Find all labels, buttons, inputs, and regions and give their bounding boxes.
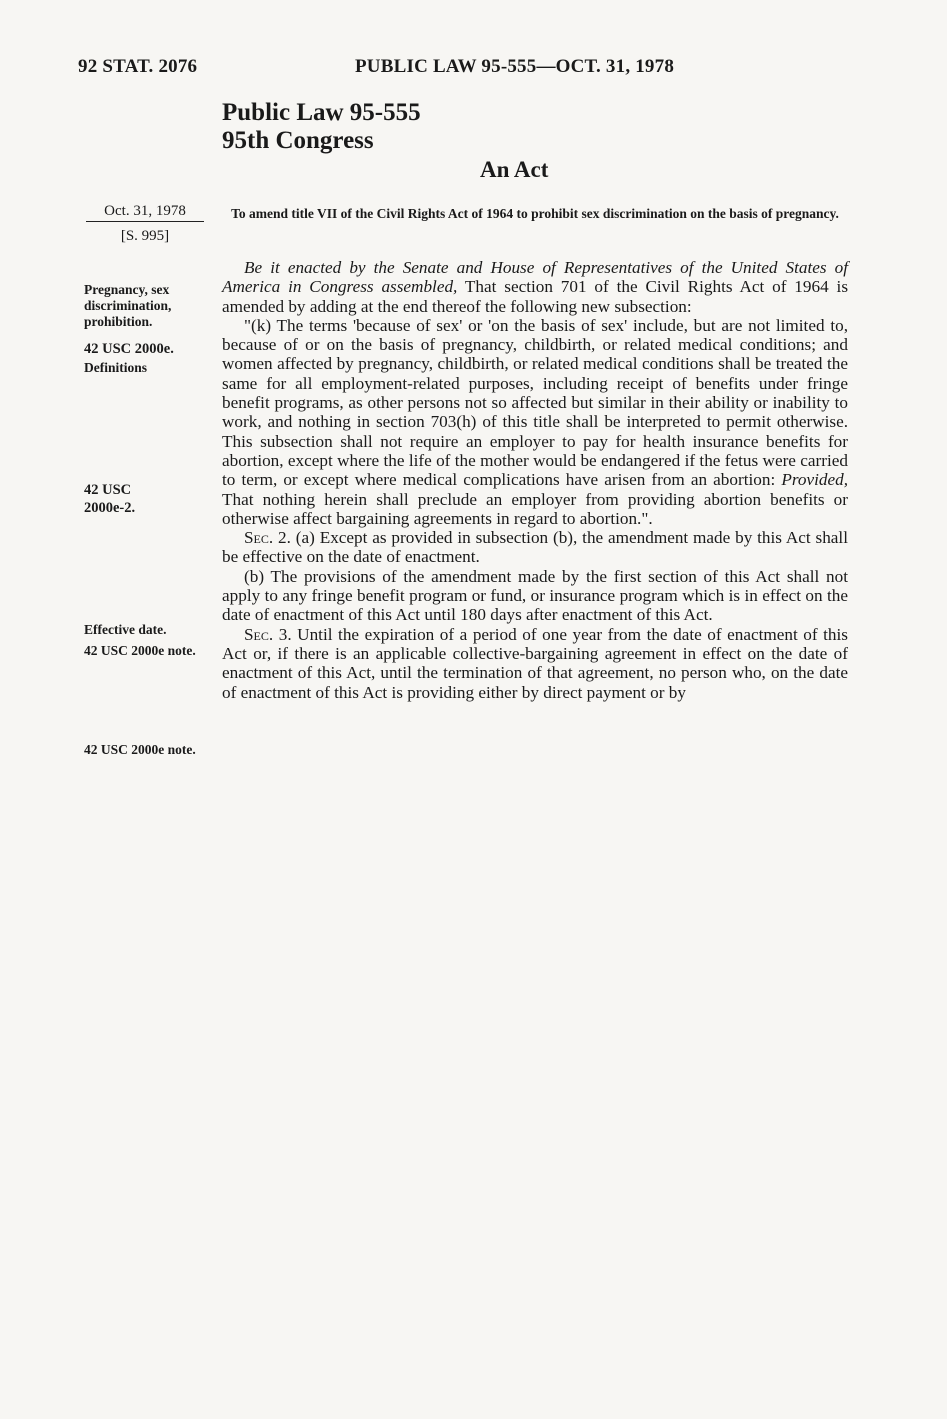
section-2b: (b) The provisions of the amendment made by the first section of this Act shall not apply to any fringe benefit program or fund, or insurance program which is in effect on the date of enactment of this Act until 180 days after enactment of this Act. — [222, 566, 848, 625]
margin-note-usc-2000e: 42 USC 2000e. — [84, 341, 174, 357]
margin-note-usc-2000e-2: 42 USC 2000e-2. — [84, 482, 136, 516]
enacting-clause-italic: Be it enacted by the Senate and House of Representatives of the United States of America in Congress assembled, — [222, 258, 848, 297]
section-2-label: Sec. 2. — [244, 528, 291, 548]
section-3 — [222, 625, 848, 702]
subsection-k-part2: That nothing herein shall preclude an employer from providing abortion benefits or otherwise affect bargaining agreements in regard to abortion.". — [222, 489, 848, 528]
subsection-k-part1: "(k) The terms 'because of sex' or 'on the basis of sex' include, but are not limited to, because of or on the basis of pregnancy, childbirth, or related medical conditions; and women affected by pregnancy, childbirth, or related medical conditions shall be treated the same for all employment-related purposes, including receipt of benefits under fringe benefit programs, as other persons not so affected but similar in their ability or inability to work, and nothing in section 703(h) of this title shall be interpreted to permit otherwise. This subsection shall not require an employer to pay for health insurance benefits for abortion, except where the life of the mother would be endangered if the fetus were carried to term, or except where medical complications have arisen from an abortion: — [222, 315, 848, 490]
stat-citation: 92 STAT. 2076 — [78, 56, 198, 77]
section-3-label: Sec. 3. — [244, 624, 292, 644]
margin-bill-number: [S. 995] — [120, 228, 170, 244]
enacting-clause — [222, 258, 848, 316]
congress-label: 95th Congress — [222, 127, 374, 154]
margin-note-usc-2000e-note-1: 42 USC 2000e note. — [84, 643, 196, 658]
section-3-text: Until the expiration of a period of one year from the date of enactment of this Act or, if there is an applicable collective-bargaining agreement in effect on the date of enactment of this Act, until the termination of that agreement, no person who, on the date of enactment of this Act is providing either by direct payment or by — [222, 624, 848, 702]
margin-note-effective-date: Effective date. — [84, 622, 167, 637]
provided-proviso: Provided, — [781, 470, 848, 490]
margin-note-pregnancy: Pregnancy, sex discrimination, prohibition. — [84, 282, 172, 329]
subsection-k — [222, 316, 848, 528]
statute-body — [222, 258, 848, 702]
margin-note-usc-2000e-note-2: 42 USC 2000e note. — [84, 742, 196, 757]
public-law-number: Public Law 95-555 — [222, 99, 421, 126]
section-2a-text: (a) Except as provided in subsection (b), the amendment made by this Act shall be effective on the date of enactment. — [222, 528, 848, 567]
enacting-clause-rest: That section 701 of the Civil Rights Act of 1964 is amended by adding at the end thereof the following new subsection: — [222, 277, 849, 316]
act-purpose: To amend title VII of the Civil Rights Act of 1964 to prohibit sex discrimination on the basis of pregnancy. — [231, 206, 839, 221]
act-heading: An Act — [480, 157, 549, 182]
margin-enactment-date: Oct. 31, 1978 — [86, 203, 204, 222]
margin-note-definitions: Definitions — [84, 360, 148, 375]
section-2a — [222, 528, 848, 567]
running-title: PUBLIC LAW 95-555—OCT. 31, 1978 — [355, 56, 675, 77]
